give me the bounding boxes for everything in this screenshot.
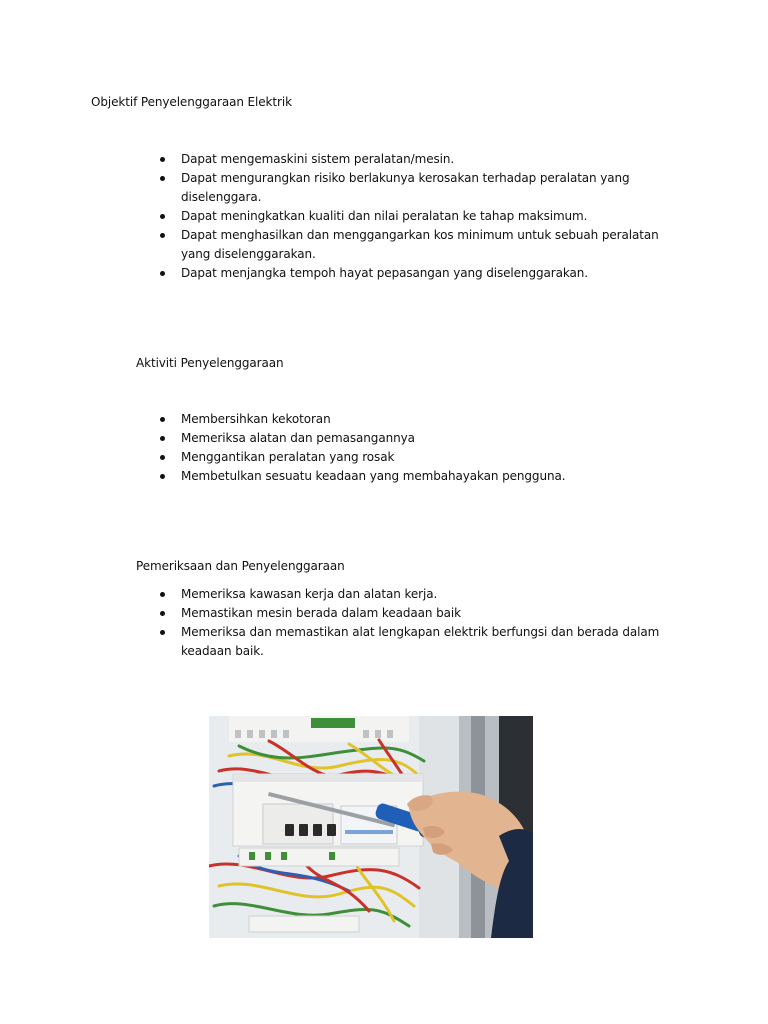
list-item-text: Membetulkan sesuatu keadaan yang membahayakan pengguna.: [181, 469, 566, 483]
list-item: [160, 448, 680, 467]
bullet-icon: [160, 214, 165, 219]
list-item: [160, 604, 660, 623]
list-item-text: Membersihkan kekotoran: [181, 412, 331, 426]
bullet-icon: [160, 455, 165, 460]
list-item: [160, 410, 680, 429]
list-item-text: Dapat menjangka tempoh hayat pepasangan yang diselenggarakan.: [181, 266, 588, 280]
list-item: [160, 226, 680, 264]
list-item-text: Dapat menghasilkan dan menggangarkan kos minimum untuk sebuah peralatan yang diselenggarakan.: [181, 228, 659, 261]
list-item: [160, 429, 680, 448]
bullet-list-objektif: [160, 150, 680, 283]
section-heading-aktiviti: Aktiviti Penyelenggaraan: [136, 356, 284, 370]
bullet-icon: [160, 271, 165, 276]
bullet-icon: [160, 630, 165, 635]
bullet-icon: [160, 417, 165, 422]
section-heading-objektif: Objektif Penyelenggaraan Elektrik: [91, 95, 292, 109]
bullet-icon: [160, 611, 165, 616]
electrical-panel-illustration: [209, 716, 533, 938]
bullet-icon: [160, 474, 165, 479]
list-item-text: Menggantikan peralatan yang rosak: [181, 450, 395, 464]
bullet-icon: [160, 436, 165, 441]
list-item: [160, 623, 660, 661]
bullet-icon: [160, 157, 165, 162]
electrical-panel-photo: [209, 716, 533, 938]
list-item: [160, 207, 680, 226]
list-item-text: Memeriksa dan memastikan alat lengkapan elektrik berfungsi dan berada dalam keadaan baik.: [181, 625, 660, 658]
bullet-list-pemeriksaan: [160, 585, 660, 661]
list-item: [160, 150, 680, 169]
list-item: [160, 585, 660, 604]
section-heading-pemeriksaan: Pemeriksaan dan Penyelenggaraan: [136, 559, 345, 573]
list-item-text: Memeriksa alatan dan pemasangannya: [181, 431, 415, 445]
bullet-icon: [160, 592, 165, 597]
list-item-text: Dapat meningkatkan kualiti dan nilai peralatan ke tahap maksimum.: [181, 209, 588, 223]
list-item-text: Memeriksa kawasan kerja dan alatan kerja.: [181, 587, 438, 601]
bullet-icon: [160, 176, 165, 181]
list-item-text: Memastikan mesin berada dalam keadaan baik: [181, 606, 461, 620]
list-item-text: Dapat mengemaskini sistem peralatan/mesin.: [181, 152, 455, 166]
bullet-list-aktiviti: [160, 410, 680, 486]
list-item: [160, 169, 680, 207]
list-item: [160, 467, 680, 486]
list-item: [160, 264, 680, 283]
list-item-text: Dapat mengurangkan risiko berlakunya kerosakan terhadap peralatan yang diselenggara.: [181, 171, 630, 204]
bullet-icon: [160, 233, 165, 238]
